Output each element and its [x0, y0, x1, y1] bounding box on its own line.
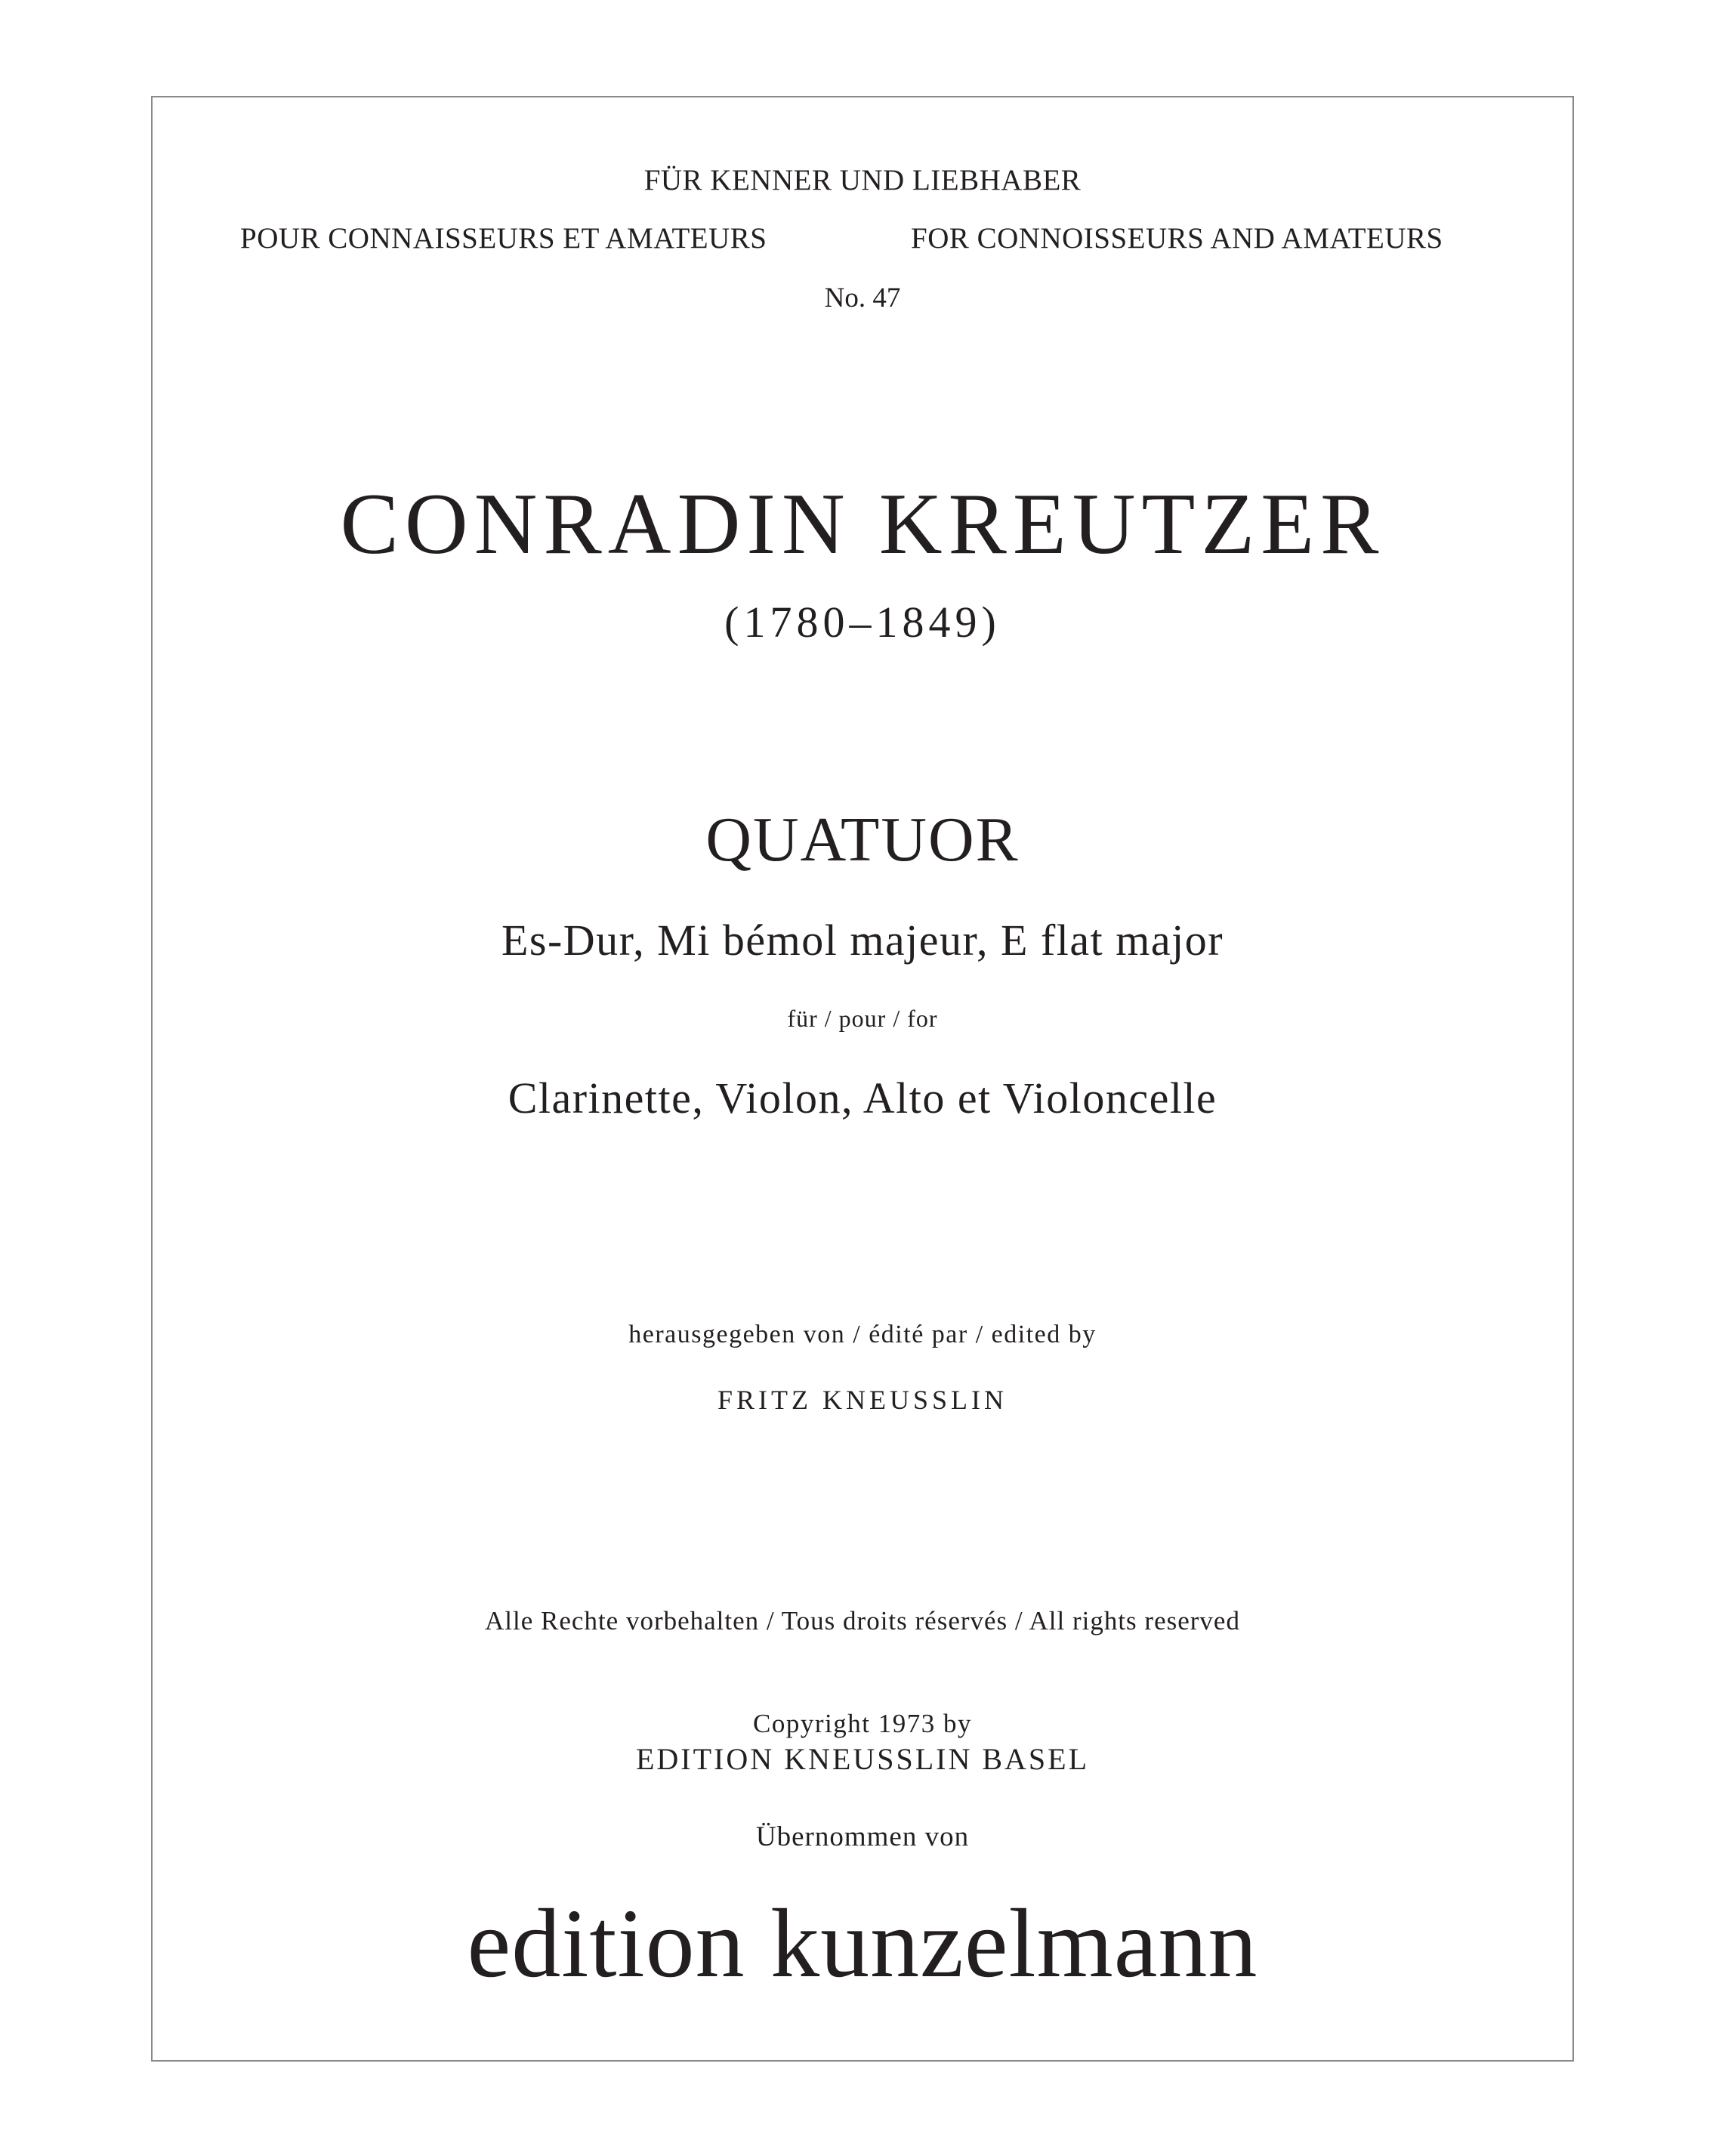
work-instruments: Clarinette, Violon, Alto et Violoncelle: [508, 1073, 1217, 1123]
rights-notice: Alle Rechte vorbehalten / Tous droits réservés / All rights reserved: [485, 1606, 1240, 1636]
copyright-notice: Copyright 1973 by: [753, 1709, 972, 1738]
taken-over-label: Übernommen von: [755, 1821, 970, 1852]
series-title-en: FOR CONNOISSEURS AND AMATEURS: [911, 222, 1443, 255]
composer-dates: (1780–1849): [724, 598, 1001, 647]
composer-name: CONRADIN KREUTZER: [340, 476, 1385, 573]
edited-by-label: herausgegeben von / édité par / edited by: [628, 1320, 1097, 1348]
work-key: Es-Dur, Mi bémol majeur, E flat major: [501, 916, 1224, 965]
series-title-de: FÜR KENNER UND LIEBHABER: [643, 164, 1082, 196]
work-title: QUATUOR: [705, 805, 1020, 875]
series-number: No. 47: [824, 283, 901, 314]
series-title-fr: POUR CONNAISSEURS ET AMATEURS: [240, 222, 767, 255]
publisher-logo-text: edition kunzelmann: [467, 1889, 1258, 1998]
work-for-label: für / pour / for: [787, 1005, 938, 1032]
editor-name: FRITZ KNEUSSLIN: [717, 1385, 1008, 1415]
original-publisher: EDITION KNEUSSLIN BASEL: [635, 1742, 1090, 1776]
